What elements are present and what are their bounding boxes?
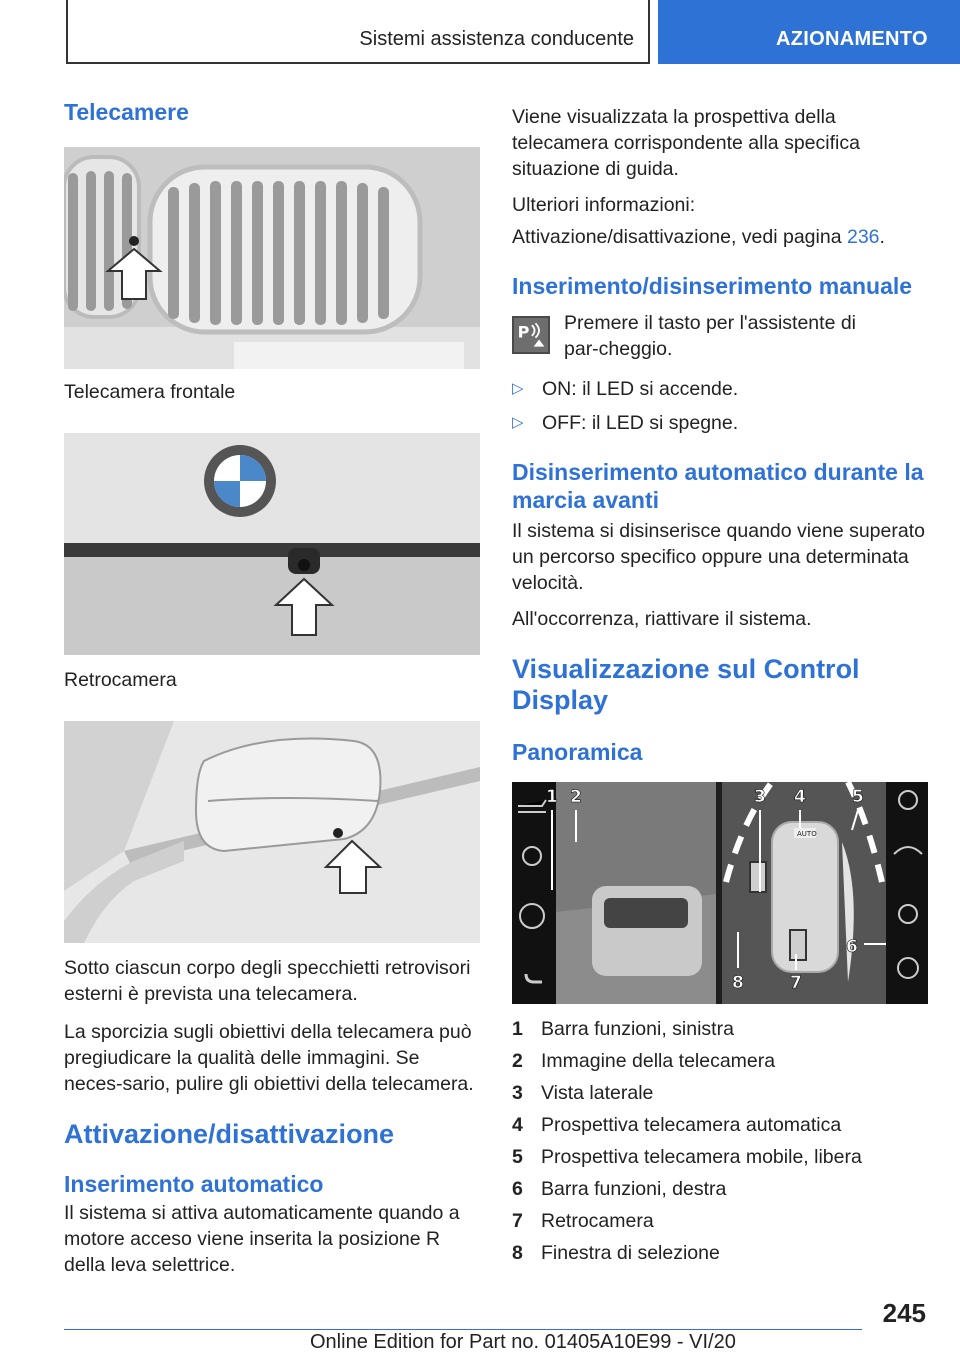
paragraph-lens-dirt: La sporcizia sugli obiettivi della telecamera può pregiudicare la qualità delle immagini. Se neces-sario, pulire gli obiettivi della telecamera. bbox=[64, 1021, 474, 1095]
callout-4: 4 bbox=[794, 787, 806, 807]
list-item bbox=[512, 1176, 930, 1202]
parking-assistant-icon bbox=[512, 316, 550, 354]
more-info-label: Ulteriori informazioni: bbox=[512, 194, 696, 216]
legend-number: 7 bbox=[512, 1210, 523, 1232]
list-item bbox=[512, 1016, 930, 1042]
page-reference bbox=[512, 224, 930, 250]
legend-text: Finestra di selezione bbox=[541, 1242, 720, 1264]
paragraph-auto-activation: Il sistema si attiva automaticamente quando a motore acceso viene inserita la posizione R della leva selettrice. bbox=[64, 1202, 460, 1276]
page-reference-link[interactable]: 236 bbox=[846, 226, 880, 248]
callout-7: 7 bbox=[790, 973, 802, 993]
page-reference-text: Attivazione/disattivazione, vedi pagina bbox=[512, 226, 847, 248]
list-item bbox=[512, 1240, 930, 1266]
legend-number: 5 bbox=[512, 1146, 523, 1168]
svg-text:P: P bbox=[517, 322, 530, 342]
legend-text: Immagine della telecamera bbox=[541, 1050, 776, 1072]
display-legend bbox=[512, 1016, 930, 1266]
heading-manual-toggle: Inserimento/disinserimento manuale bbox=[512, 273, 913, 299]
callout-3: 3 bbox=[754, 787, 766, 807]
legend-text: Barra funzioni, sinistra bbox=[541, 1018, 734, 1040]
page-reference-end: . bbox=[879, 226, 885, 248]
paragraph-perspective: Viene visualizzata la prospettiva della telecamera corrispondente alla specifica situazione di guida. bbox=[512, 106, 860, 180]
legend-text: Vista laterale bbox=[541, 1082, 654, 1104]
control-display-screenshot bbox=[512, 782, 928, 1004]
front-camera-image bbox=[64, 147, 480, 369]
bullet-off-text: OFF: il LED si spegne. bbox=[542, 412, 739, 434]
legend-number: 3 bbox=[512, 1082, 523, 1104]
legend-number: 8 bbox=[512, 1242, 523, 1264]
paragraph-auto-deactivation: Il sistema si disinserisce quando viene superato un percorso specifico oppure una determinata velocità. bbox=[512, 520, 925, 594]
caption-rear-camera: Retrocamera bbox=[64, 669, 177, 691]
legend-text: Barra funzioni, destra bbox=[541, 1178, 727, 1200]
heading-control-display: Visualizzazione sul Control Display bbox=[512, 654, 860, 715]
callout-1: 1 bbox=[546, 787, 558, 807]
triangle-bullet-icon: ▷ bbox=[512, 380, 524, 397]
side-mirror-illustration bbox=[64, 721, 480, 943]
header-section-label: AZIONAMENTO bbox=[776, 28, 928, 50]
list-item bbox=[512, 1144, 930, 1170]
bullet-on-text: ON: il LED si accende. bbox=[542, 378, 739, 400]
legend-text: Retrocamera bbox=[541, 1210, 654, 1232]
rear-trunk-illustration bbox=[64, 433, 480, 655]
section-heading-telecamere: Telecamere bbox=[64, 99, 189, 125]
heading-activation: Attivazione/disattivazione bbox=[64, 1119, 395, 1149]
caption-front-camera: Telecamera frontale bbox=[64, 381, 236, 403]
right-column bbox=[512, 98, 930, 1272]
heading-overview: Panoramica bbox=[512, 739, 643, 765]
legend-text: Prospettiva telecamera mobile, libera bbox=[541, 1146, 862, 1168]
header-title-box bbox=[66, 0, 650, 64]
footer-edition: Online Edition for Part no. 01405A10E99 - VI/20 bbox=[310, 1331, 736, 1353]
list-item bbox=[512, 376, 930, 402]
heading-auto-activation: Inserimento automatico bbox=[64, 1171, 324, 1197]
list-item bbox=[512, 1080, 930, 1106]
triangle-bullet-icon: ▷ bbox=[512, 414, 524, 431]
callout-2: 2 bbox=[570, 787, 582, 807]
list-item bbox=[512, 410, 930, 436]
control-display-illustration bbox=[512, 782, 928, 1004]
legend-number: 1 bbox=[512, 1018, 523, 1040]
legend-number: 2 bbox=[512, 1050, 523, 1072]
parking-button-row bbox=[512, 310, 930, 362]
callout-8: 8 bbox=[732, 973, 744, 993]
legend-text: Prospettiva telecamera automatica bbox=[541, 1114, 842, 1136]
callout-5: 5 bbox=[852, 787, 864, 807]
paragraph-mirror-cameras: Sotto ciascun corpo degli specchietti retrovisori esterni è prevista una telecamera. bbox=[64, 957, 471, 1005]
list-item bbox=[512, 1112, 930, 1138]
left-column bbox=[64, 98, 482, 1278]
legend-number: 6 bbox=[512, 1178, 523, 1200]
list-item bbox=[512, 1048, 930, 1074]
front-grille-illustration bbox=[64, 147, 480, 369]
paragraph-reactivate: All'occorrenza, riattivare il sistema. bbox=[512, 608, 812, 630]
rear-camera-image bbox=[64, 433, 480, 655]
side-camera-image bbox=[64, 721, 480, 943]
header-section-box bbox=[658, 0, 960, 64]
parking-button-instruction: Premere il tasto per l'assistente di par-cheggio. bbox=[564, 312, 857, 360]
auto-badge: AUTO bbox=[797, 830, 817, 838]
parking-assistant-glyph bbox=[514, 318, 548, 352]
list-item bbox=[512, 1208, 930, 1234]
led-status-list bbox=[512, 376, 930, 436]
callout-6: 6 bbox=[846, 937, 858, 957]
header-title: Sistemi assistenza conducente bbox=[359, 28, 634, 50]
footer-divider bbox=[64, 1329, 862, 1330]
page-number: 245 bbox=[882, 1298, 926, 1328]
heading-auto-deactivation: Disinserimento automatico durante la marcia avanti bbox=[512, 459, 924, 513]
legend-number: 4 bbox=[512, 1114, 523, 1136]
